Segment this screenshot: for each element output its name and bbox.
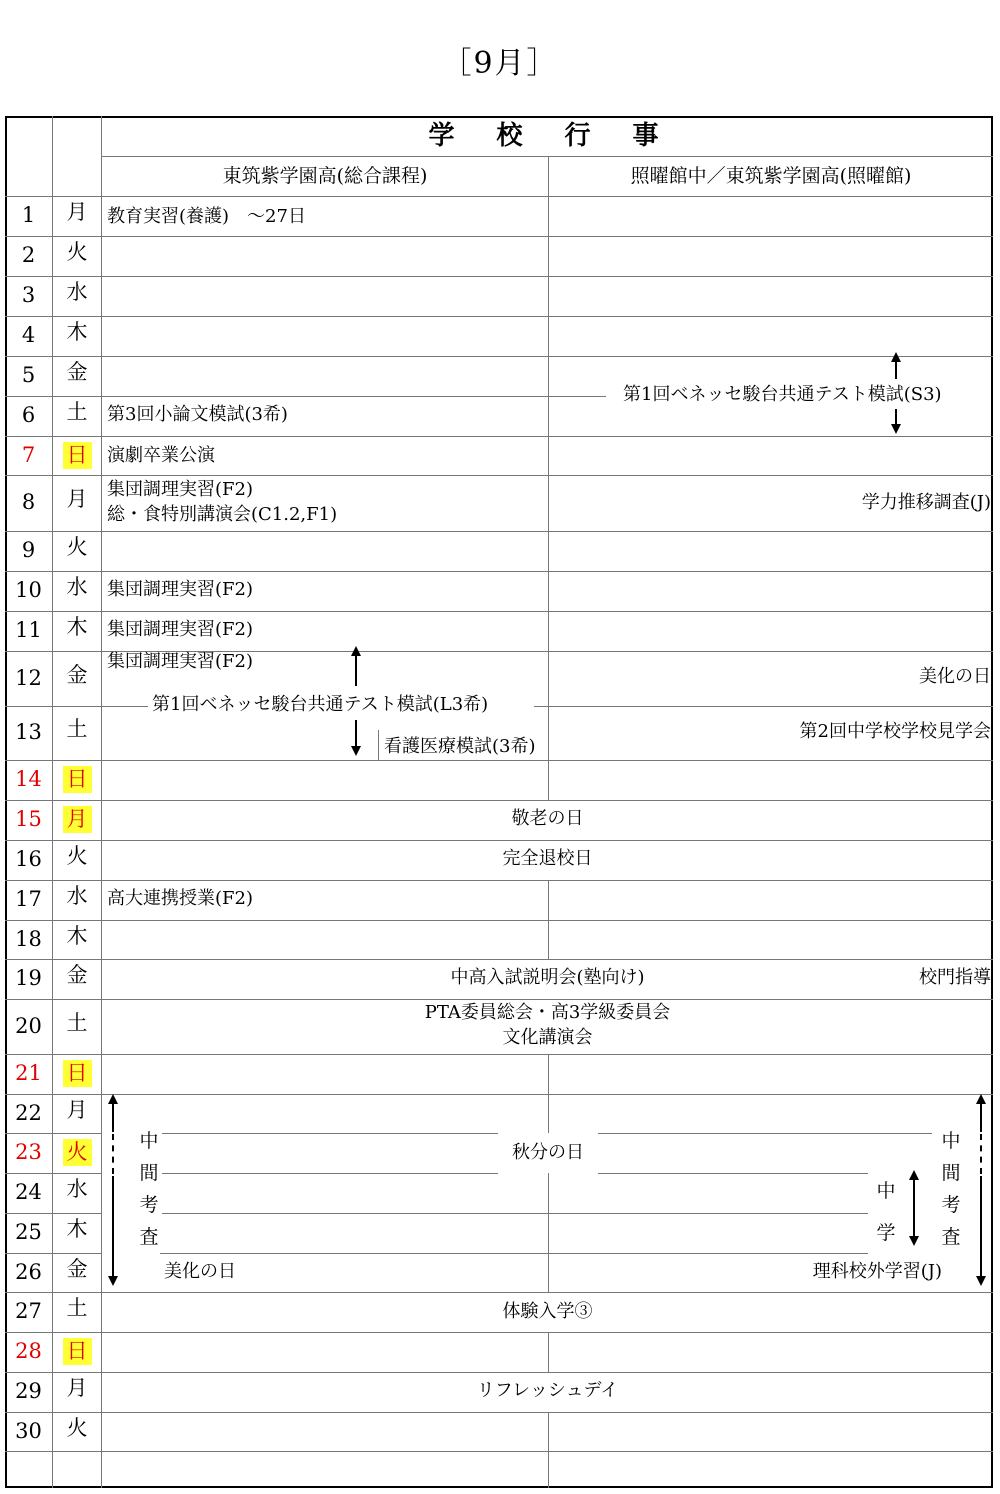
row-rule: [5, 611, 993, 612]
weekday-label: [53, 442, 101, 469]
event-d23: 秋分の日: [498, 1142, 598, 1164]
event-d13-c2: 第2回中学校学校見学会: [799, 721, 991, 742]
column-rule: [548, 1332, 549, 1372]
day-number: 22: [15, 1100, 42, 1125]
day-number: 2: [21, 243, 36, 267]
weekday-label: [53, 1060, 101, 1087]
day-number: 20: [15, 1013, 42, 1038]
weekday-label: [53, 489, 101, 510]
day-number: 18: [15, 926, 42, 951]
day-number: 27: [15, 1299, 42, 1323]
event-d13-c1: 看護医療模試(3希): [384, 736, 536, 757]
day-number: 3: [21, 283, 36, 307]
row-rule: [102, 396, 548, 397]
column-rule: [548, 156, 549, 800]
weekday-label: [53, 766, 101, 793]
weekday-text: 水: [66, 575, 88, 599]
weekday-text: 土: [66, 400, 88, 424]
weekday-label: [53, 806, 101, 833]
junior-high-label: 中 学: [873, 1170, 899, 1254]
row-rule: [5, 1213, 102, 1214]
weekday-text: 土: [66, 1010, 88, 1035]
weekday-label: [53, 202, 101, 223]
row-rule: [5, 356, 993, 357]
day-number: 28: [15, 1339, 42, 1363]
event-d15: 敬老の日: [511, 808, 584, 829]
row-rule: [5, 1253, 102, 1254]
column-rule: [378, 730, 379, 760]
weekday-text: 水: [66, 884, 88, 908]
weekday-text: 土: [66, 1296, 88, 1320]
row-rule: [5, 880, 993, 881]
row-rule: [5, 396, 102, 397]
event-d12-c2: 美化の日: [919, 666, 991, 687]
row-rule: [5, 706, 102, 707]
weekday-text: 水: [66, 280, 88, 304]
holiday-weekday: 月: [63, 806, 92, 833]
event-d12: 集団調理実習(F2): [107, 651, 253, 672]
weekday-text: 月: [66, 200, 88, 224]
row-rule: [5, 1094, 993, 1095]
weekday-label: [53, 1139, 101, 1166]
row-rule: [5, 1133, 102, 1134]
table-header-title: 学 校 行 事: [428, 121, 667, 151]
event-d12-benesse-l3: 第1回ベネッセ駿台共通テスト模試(L3希): [148, 694, 492, 716]
row-rule: [5, 475, 993, 476]
weekday-label: [53, 1219, 101, 1240]
weekday-label: [53, 1338, 101, 1365]
row-rule: [598, 1173, 868, 1174]
row-rule: [102, 706, 148, 707]
event-d11: 集団調理実習(F2): [107, 619, 253, 640]
weekday-text: 木: [66, 615, 88, 639]
event-d19-c2: 校門指導: [919, 967, 991, 988]
holiday-weekday: 火: [63, 1139, 92, 1166]
weekday-label: [53, 1010, 101, 1035]
weekday-text: 火: [66, 1415, 88, 1440]
row-rule: [160, 1213, 868, 1214]
event-d5-benesse-s3: 第1回ベネッセ駿台共通テスト模試(S3): [620, 384, 945, 406]
event-d6-essay-exam: 第3回小論文模試(3希): [107, 404, 288, 425]
event-d26-c2: 理科校外学習(J): [812, 1261, 942, 1282]
row-rule: [5, 196, 993, 197]
day-number: 9: [21, 538, 36, 562]
weekday-label: [53, 322, 101, 343]
weekday-text: 火: [66, 535, 88, 559]
row-rule: [5, 1054, 993, 1055]
holiday-weekday: 日: [63, 442, 92, 469]
event-d1: 教育実習(養護) ～27日: [107, 206, 306, 227]
row-rule: [5, 276, 993, 277]
column-rule: [548, 880, 549, 959]
column-rule: [101, 116, 102, 1488]
day-number: 26: [15, 1259, 42, 1284]
event-d27: 体験入学③: [502, 1301, 593, 1322]
weekday-text: 月: [66, 1376, 88, 1400]
day-number: 25: [15, 1220, 42, 1244]
event-d7: 演劇卒業公演: [107, 445, 215, 466]
row-rule: [5, 1332, 993, 1333]
weekday-text: 火: [66, 844, 88, 868]
event-d19: 中高入試説明会(塾向け): [450, 967, 645, 988]
row-rule: [5, 800, 993, 801]
weekday-label: [53, 719, 101, 740]
weekday-text: 金: [66, 1256, 88, 1281]
column-rule: [548, 1412, 549, 1488]
event-d20-b: 文化講演会: [502, 1027, 593, 1048]
day-number: 23: [15, 1140, 42, 1164]
row-rule: [160, 1133, 498, 1134]
row-rule: [5, 236, 993, 237]
weekday-label: [53, 662, 101, 687]
holiday-weekday: 日: [63, 1338, 92, 1365]
day-number: 13: [15, 720, 42, 744]
weekday-label: [53, 1097, 101, 1122]
weekday-label: [53, 1179, 101, 1200]
midterm-label-left: 中 間 考 査: [136, 1125, 162, 1253]
day-number: 21: [15, 1061, 42, 1085]
column-rule: [548, 1054, 549, 1133]
row-rule: [5, 999, 993, 1000]
page-title: ［9月］: [441, 46, 559, 81]
row-rule: [5, 1372, 993, 1373]
row-rule: [5, 760, 993, 761]
column-rule: [548, 1173, 549, 1292]
day-number: 17: [15, 887, 42, 911]
weekday-label: [53, 1415, 101, 1440]
weekday-text: 木: [66, 320, 88, 344]
day-number: 11: [15, 618, 42, 642]
event-d16: 完全退校日: [502, 848, 593, 869]
weekday-label: [53, 886, 101, 907]
event-d20-a: PTA委員総会・高3学級委員会: [424, 1002, 671, 1023]
row-rule: [160, 1173, 498, 1174]
day-number: 12: [15, 665, 42, 690]
day-number: 30: [15, 1418, 42, 1443]
day-number: 19: [15, 966, 42, 990]
weekday-text: 金: [66, 662, 88, 687]
row-rule: [5, 840, 993, 841]
event-d29: リフレッシュデイ: [476, 1380, 619, 1401]
weekday-label: [53, 537, 101, 558]
weekday-label: [53, 362, 101, 383]
event-d8-a: 集団調理実習(F2): [107, 479, 253, 500]
day-number: 10: [15, 578, 42, 602]
event-d8-b: 総・食特別講演会(C1.2,F1): [107, 504, 338, 525]
row-rule: [5, 1412, 993, 1413]
day-number: 6: [21, 403, 36, 427]
day-number: 7: [21, 442, 36, 467]
day-number: 16: [15, 847, 42, 871]
weekday-label: [53, 846, 101, 867]
row-rule: [5, 436, 993, 437]
event-d8-c2: 学力推移調査(J): [861, 492, 991, 513]
row-rule: [5, 1451, 993, 1452]
row-rule: [5, 531, 993, 532]
day-number: 15: [15, 807, 42, 831]
row-rule: [534, 706, 993, 707]
event-d26-c1: 美化の日: [164, 1261, 236, 1282]
weekday-label: [53, 242, 101, 263]
row-rule: [5, 316, 993, 317]
row-rule: [5, 959, 993, 960]
weekday-label: [53, 965, 101, 986]
weekday-text: 土: [66, 717, 88, 741]
weekday-text: 金: [66, 360, 88, 384]
holiday-weekday: 日: [63, 1060, 92, 1087]
row-rule: [5, 1173, 102, 1174]
weekday-label: [53, 1298, 101, 1319]
weekday-text: 木: [66, 1217, 88, 1241]
midterm-label-right: 中 間 考 査: [938, 1125, 964, 1253]
row-rule: [5, 571, 993, 572]
weekday-text: 木: [66, 923, 88, 948]
weekday-label: [53, 617, 101, 638]
weekday-label: [53, 282, 101, 303]
weekday-label: [53, 402, 101, 423]
day-number: 8: [21, 490, 36, 514]
event-d17: 高大連携授業(F2): [107, 888, 253, 909]
holiday-weekday: 日: [63, 766, 92, 793]
column-header-sogo: 東筑紫学園高(総合課程): [222, 165, 428, 187]
row-rule: [5, 920, 993, 921]
row-rule: [5, 1292, 993, 1293]
day-number: 14: [15, 767, 42, 791]
weekday-label: [53, 1378, 101, 1399]
day-number: 24: [15, 1180, 42, 1204]
day-number: 5: [21, 363, 36, 387]
weekday-text: 金: [66, 963, 88, 987]
day-number: 29: [15, 1379, 42, 1403]
row-rule: [160, 1253, 868, 1254]
weekday-label: [53, 923, 101, 948]
weekday-text: 火: [66, 240, 88, 264]
row-rule: [598, 1133, 932, 1134]
weekday-label: [53, 1256, 101, 1281]
day-number: 1: [21, 203, 36, 227]
weekday-text: 月: [66, 1097, 88, 1122]
event-d10: 集団調理実習(F2): [107, 579, 253, 600]
row-rule: [548, 396, 606, 397]
column-header-shoyokan: 照曜館中／東筑紫学園高(照曜館): [630, 165, 912, 187]
weekday-label: [53, 577, 101, 598]
day-number: 4: [21, 323, 36, 347]
weekday-text: 月: [66, 487, 88, 511]
weekday-text: 水: [66, 1177, 88, 1201]
